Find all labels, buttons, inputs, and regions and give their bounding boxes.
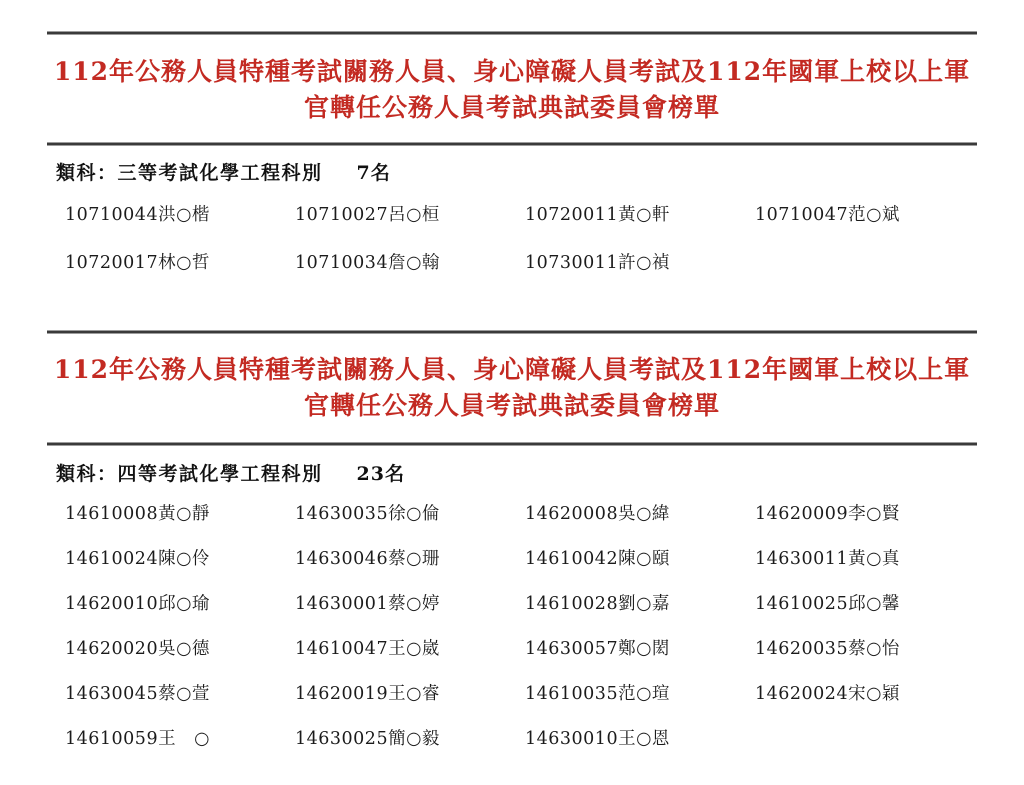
category-line-section-2 [56,459,405,486]
candidate-entry: 14620020吳○德 [65,639,210,659]
candidate-entry: 10710044洪○楷 [65,205,210,225]
candidate-entry: 14610059王 ○ [65,729,210,749]
candidate-entry: 14630011黃○真 [755,549,900,569]
candidate-entry: 14620009李○賢 [755,504,900,524]
candidate-entry: 14620035蔡○怡 [755,639,900,659]
candidate-entry: 14630045蔡○萱 [65,684,210,704]
document-title-section-1: 112年公務人員特種考試關務人員、身心障礙人員考試及112年國軍上校以上軍官轉任公務人員考試典試委員會榜單 [53,57,971,122]
candidate-entry: 14610047王○崴 [295,639,440,659]
candidate-entry: 10720011黃○軒 [525,205,670,225]
divider-line-between-sections [47,330,977,334]
candidate-entry: 14630025簡○毅 [295,729,440,749]
candidate-entry: 14610008黃○靜 [65,504,210,524]
candidate-entry: 14620019王○睿 [295,684,440,704]
divider-line-below-title-2 [47,442,977,446]
admitted-count-section-1: 7名 [356,162,391,184]
category-label-section-1: 類科：三等考試化學工程科別 [56,162,323,184]
candidate-entry: 14630046蔡○珊 [295,549,440,569]
candidate-entry: 10710027呂○桓 [295,205,440,225]
candidate-entry: 14620010邱○瑜 [65,594,210,614]
candidate-entry: 14630035徐○倫 [295,504,440,524]
candidate-entry: 14630001蔡○婷 [295,594,440,614]
candidate-list-section-2 [65,500,995,770]
candidate-entry: 14610028劉○嘉 [525,594,670,614]
candidate-entry: 14630010王○恩 [525,729,670,749]
candidate-entry: 14610025邱○馨 [755,594,900,614]
candidate-entry: 10710047范○斌 [755,205,900,225]
candidate-entry: 10720017林○哲 [65,253,210,273]
admitted-count-section-2: 23名 [356,463,405,485]
candidate-entry: 14620008吳○緯 [525,504,670,524]
divider-line-below-title-1 [47,142,977,146]
document-title-section-2: 112年公務人員特種考試關務人員、身心障礙人員考試及112年國軍上校以上軍官轉任公務人員考試典試委員會榜單 [53,355,971,420]
category-label-section-2: 類科：四等考試化學工程科別 [56,463,323,485]
candidate-entry: 14620024宋○穎 [755,684,900,704]
candidate-entry: 10730011許○禎 [525,253,670,273]
candidate-list-section-1 [65,201,995,297]
candidate-entry: 14610035范○瑄 [525,684,670,704]
candidate-entry: 14610042陳○頤 [525,549,670,569]
candidate-entry: 14630057鄭○閎 [525,639,670,659]
divider-line-top [47,31,977,35]
candidate-entry: 14610024陳○伶 [65,549,210,569]
candidate-entry: 10710034詹○翰 [295,253,440,273]
category-line-section-1 [56,158,391,185]
